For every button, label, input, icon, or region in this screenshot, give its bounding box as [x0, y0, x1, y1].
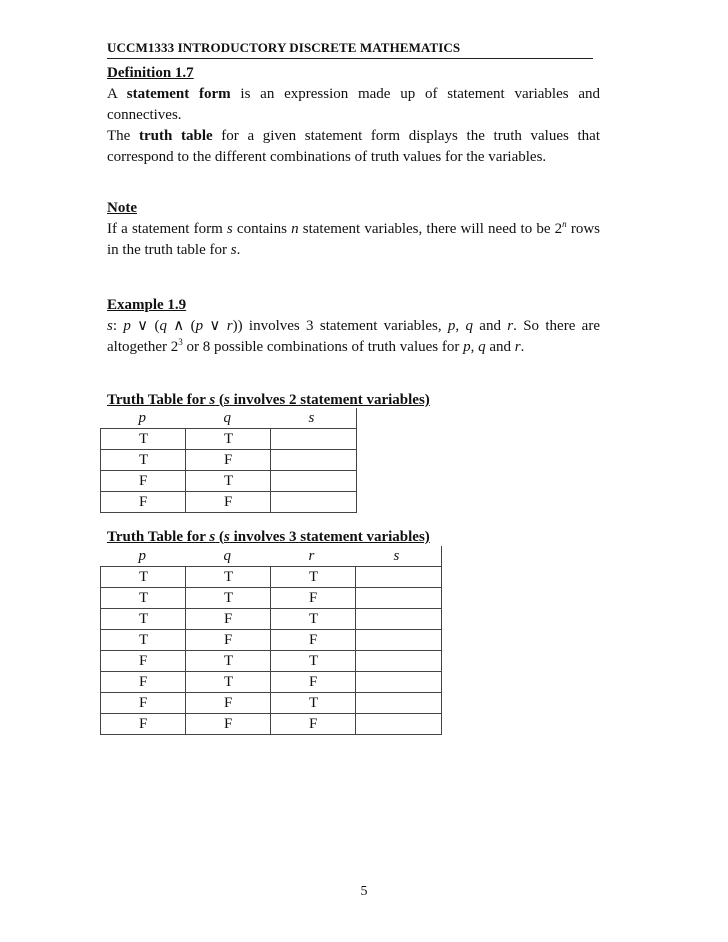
definition-heading: Definition 1.7 [107, 65, 194, 81]
table-row: F F [101, 492, 357, 513]
column-header: q [223, 409, 231, 426]
definition-paragraph-2: The truth table for a given statement form displays the truth values that correspond to the different combinations of truth values for the variables. [107, 128, 600, 165]
table-row: T T T [101, 567, 442, 588]
example-heading: Example 1.9 [107, 297, 187, 313]
note-heading: Note [107, 200, 137, 216]
column-header: s [393, 547, 400, 564]
term-truth-table: truth table [138, 128, 213, 144]
term-statement-form: statement form [126, 86, 231, 102]
column-header: p [138, 547, 146, 564]
note-paragraph: If a statement form s contains n statement variables, there will need to be 2$^n$ rows in the truth table for s. [107, 219, 600, 258]
note-section [107, 198, 600, 261]
table-row: T F F [101, 630, 442, 651]
table-row: F F T [101, 693, 442, 714]
table-row: F T [101, 471, 357, 492]
truth-table-3-title: Truth Table for s (s involves 3 statement variables) [107, 529, 430, 545]
table-row: T F T [101, 609, 442, 630]
column-header: q [223, 547, 231, 564]
column-header: s [308, 409, 315, 426]
definition-paragraph-1: A statement form is an expression made up of statement variables and connectives. [107, 86, 601, 123]
table-row: F T F [101, 672, 442, 693]
truth-table-3 [100, 546, 442, 735]
page-number: 5 [360, 884, 368, 899]
table-row: T T F [101, 588, 442, 609]
table-row: T F [101, 450, 357, 471]
truth-table-2 [100, 408, 357, 513]
table-header-row [101, 546, 442, 567]
column-header: p [138, 409, 146, 426]
table-row: F F F [101, 714, 442, 735]
column-header: r [308, 547, 315, 564]
definition-section [107, 63, 600, 168]
table-header-row [101, 408, 357, 429]
example-paragraph: s: p ∨ (q ∧ (p ∨ r)) involves 3 statement variables, p, q and r. So there are altogether $2^3$ or 8 possible combinations of truth values for p, q and r. [107, 318, 600, 355]
table-row: T T [101, 429, 357, 450]
table-row: F T T [101, 651, 442, 672]
truth-table-2-title: Truth Table for s (s involves 2 statement variables) [107, 392, 430, 408]
example-section [107, 295, 600, 358]
page-header: UCCM1333 INTRODUCTORY DISCRETE MATHEMATICS [107, 40, 593, 59]
